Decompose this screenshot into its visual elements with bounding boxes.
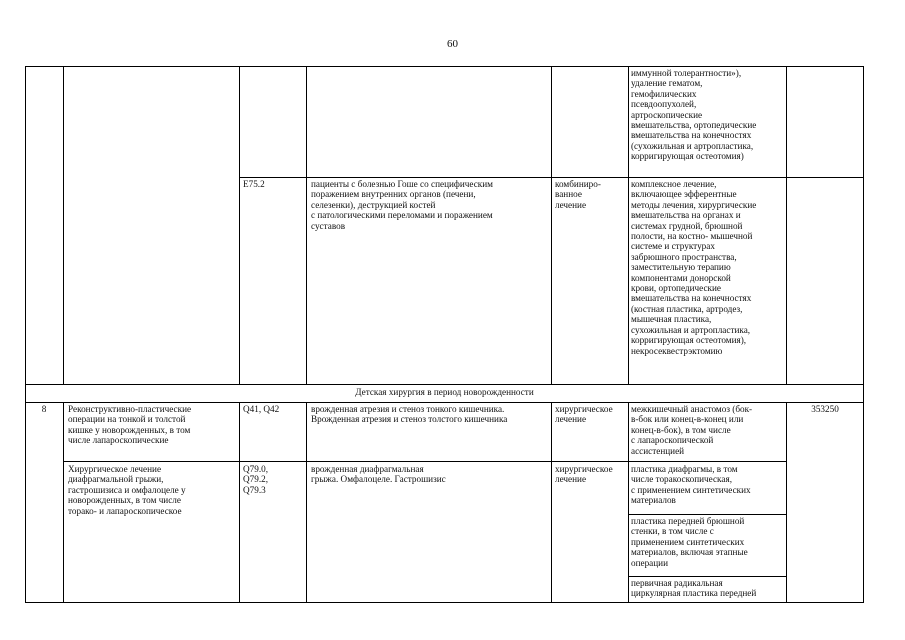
icd-code-cell: E75.2 xyxy=(243,179,265,189)
treatment-type-cell: комбиниро- ванное лечение xyxy=(555,179,601,210)
col-divider xyxy=(63,402,64,603)
col-divider xyxy=(628,402,629,603)
table-left-border xyxy=(25,66,26,603)
section-header: Детская хирургия в период новорожденности xyxy=(355,387,534,397)
row-number-cell: 8 xyxy=(41,404,47,414)
row-divider xyxy=(628,514,787,515)
method-cell: пластика передней брюшной стенки, в том числе с применением синтетических материалов, включая этапные операции xyxy=(631,516,748,568)
page-number: 60 xyxy=(447,38,458,50)
method-cell: первичная радикальная циркулярная пластика передней xyxy=(631,578,757,599)
table-top-border xyxy=(25,66,864,67)
icd-code-cell: Q41, Q42 xyxy=(243,404,280,414)
col-divider xyxy=(63,66,64,384)
col-divider xyxy=(306,402,307,603)
care-type-name-cell: Хирургическое лечение диафрагмальной грыжи, гастрошизиса и омфалоцеле у новорожденных, в том числе торако- и лапароскопическое xyxy=(68,464,186,516)
method-cell: иммунной толерантности»), удаление гематом, гемофилических псевдоопухолей, артроскопические вмешательства, ортопедические вмешательства на конечностях (сухожильная и артропластика, корригирующая остеотомия) xyxy=(631,68,757,162)
patient-model-cell: врожденная диафрагмальная грыжа. Омфалоцеле. Гастрошизис xyxy=(311,464,446,485)
icd-code-cell: Q79.0, Q79.2, Q79.3 xyxy=(243,464,269,495)
table-right-border xyxy=(863,66,864,603)
col-divider xyxy=(306,66,307,384)
method-cell: комплексное лечение, включающее эфферентные методы лечения, хирургические вмешательства на органах и системах грудной, брюшной полости, на костно- мышечной системе и структурах забрюшного пространства, заместительную терапию компонентами донорской крови, ортопедические вмешательства на конечностях (костная пластика, артродез, мышечная пластика, сухожильная и артропластика, корригирующая остеотомия), некросеквестрэктомию xyxy=(631,179,757,356)
col-divider xyxy=(551,402,552,603)
row-divider xyxy=(63,461,787,462)
method-cell: межкишечный анастомоз (бок- в-бок или конец-в-конец или конец-в-бок), в том числе с лапароскопической ассистенцией xyxy=(631,404,753,456)
treatment-type-cell: хирургическое лечение xyxy=(555,464,613,485)
care-type-name-cell: Реконструктивно-пластические операции на тонкой и толстой кишке у новорожденных, в том числе лапароскопические xyxy=(68,404,192,446)
row-divider xyxy=(25,384,864,385)
patient-model-cell: пациенты с болезнью Гоше со специфическим поражением внутренних органов (печени, селезенки), деструкцией костей с патологическими переломами и поражением суставов xyxy=(311,179,493,231)
cost-cell: 353250 xyxy=(811,404,839,414)
col-divider xyxy=(239,402,240,603)
col-divider xyxy=(551,66,552,384)
patient-model-cell: врожденная атрезия и стеноз тонкого кишечника. Врожденная атрезия и стеноз толстого кишечника xyxy=(311,404,508,425)
col-divider xyxy=(786,402,787,603)
treatment-type-cell: хирургическое лечение xyxy=(555,404,613,425)
row-divider xyxy=(628,576,787,577)
medical-care-table xyxy=(25,66,864,603)
row-divider xyxy=(25,402,864,403)
row-divider xyxy=(239,177,864,178)
method-cell: пластика диафрагмы, в том числе торакоскопическая, с применением синтетических материалов xyxy=(631,464,751,506)
col-divider xyxy=(628,66,629,384)
col-divider xyxy=(786,66,787,384)
table-bottom-border xyxy=(25,602,864,603)
col-divider xyxy=(239,66,240,384)
